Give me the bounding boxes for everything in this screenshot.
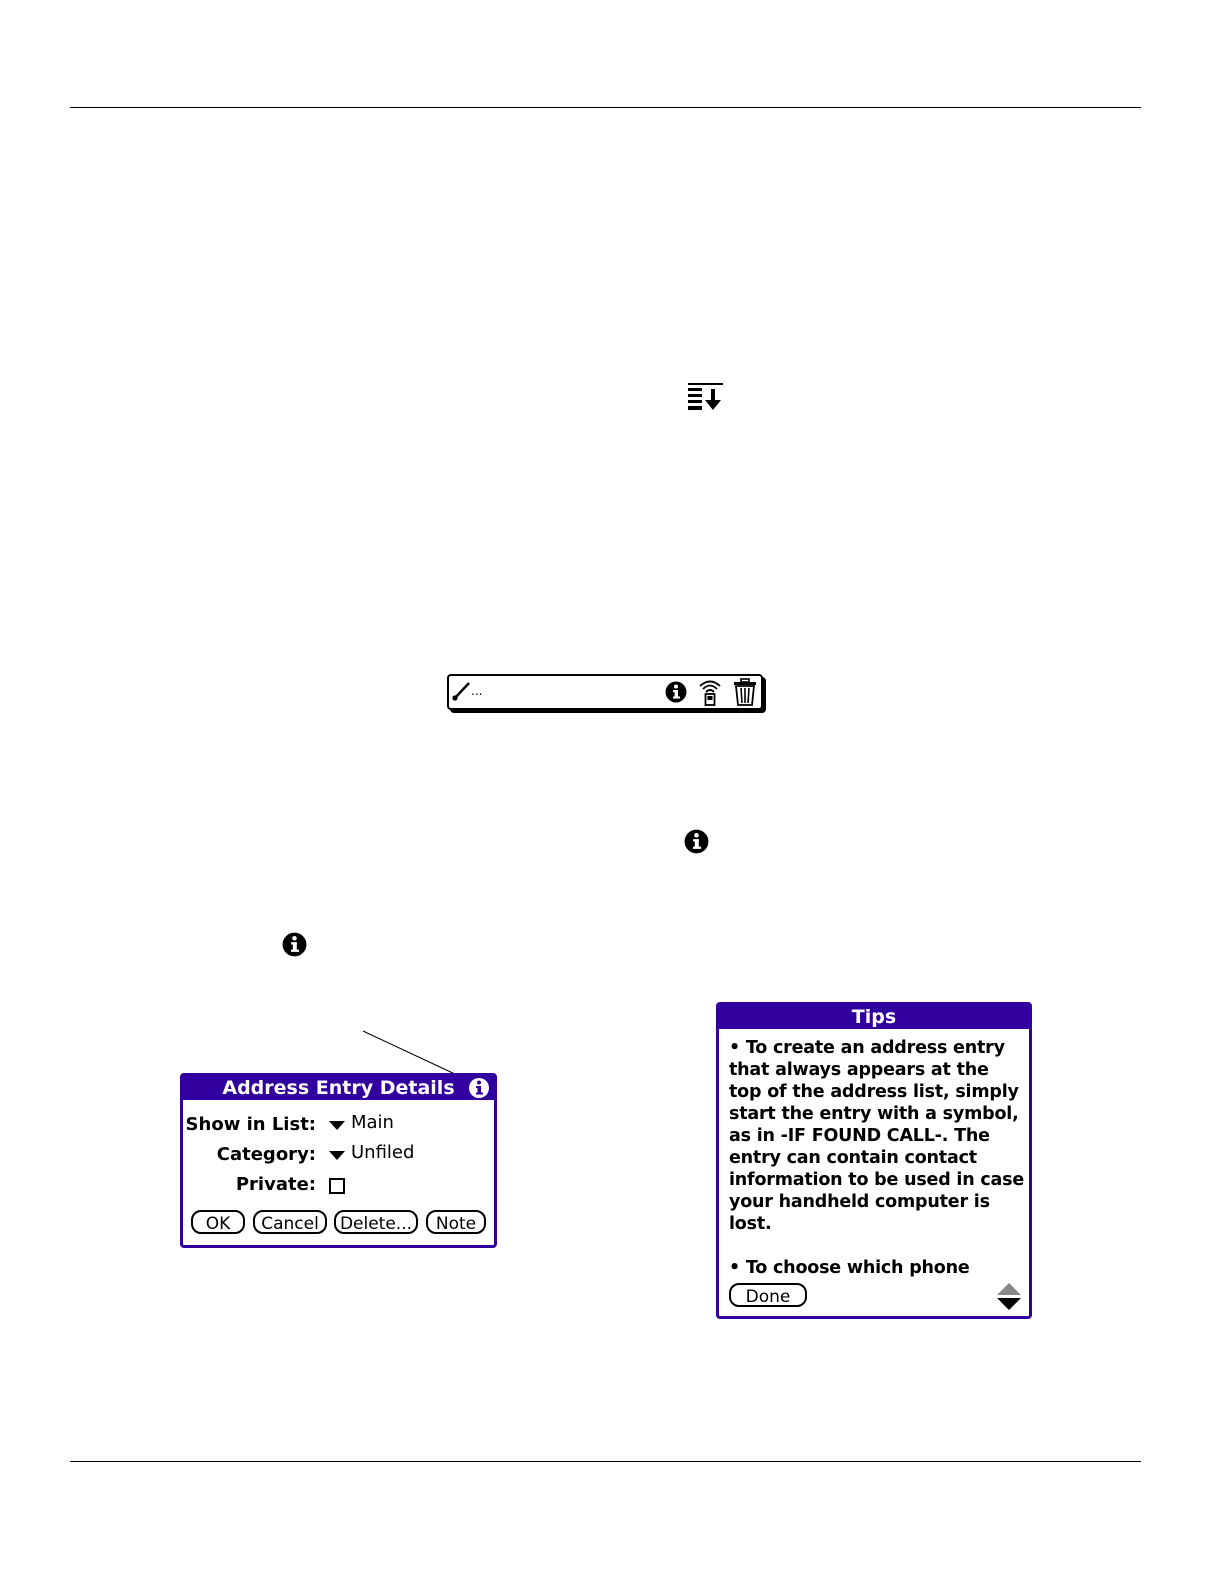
category-value[interactable]: Unfiled: [351, 1142, 415, 1163]
tips-body: [729, 1037, 1025, 1279]
ok-button[interactable]: OK: [191, 1210, 245, 1234]
delete-button[interactable]: Delete...: [334, 1210, 418, 1234]
info-icon[interactable]: [468, 1077, 490, 1099]
command-toolbar: [447, 674, 763, 710]
address-entry-details-dialog: [180, 1073, 497, 1248]
beam-icon[interactable]: [697, 678, 723, 706]
done-button[interactable]: Done: [729, 1283, 807, 1307]
cancel-button[interactable]: Cancel: [253, 1210, 327, 1234]
toolbar-ellipsis: ...: [471, 684, 483, 698]
trash-icon[interactable]: [733, 678, 757, 706]
dialog-title: Address Entry Details: [222, 1077, 455, 1099]
tips-dialog: [716, 1002, 1032, 1319]
private-checkbox[interactable]: [329, 1178, 345, 1194]
callout-line: [360, 1029, 460, 1079]
show-in-list-value[interactable]: Main: [351, 1112, 394, 1133]
tips-paragraph: • To choose which phone: [729, 1258, 970, 1278]
menu-list-icon: [688, 383, 724, 411]
dialog-titlebar: [183, 1076, 494, 1100]
dialog-titlebar: [719, 1005, 1029, 1029]
tips-paragraph: • To create an address entry that always appears at the top of the address list, simply start the entry with a symbol, as in -IF FOUND CALL-. The entry can contain contact information to be used in case your handheld computer is lost.: [729, 1038, 1025, 1234]
dropdown-arrow-icon[interactable]: [329, 1121, 345, 1130]
scroll-arrows-icon[interactable]: [997, 1283, 1021, 1311]
show-in-list-label: Show in List:: [185, 1114, 316, 1135]
private-label: Private:: [235, 1174, 316, 1195]
info-icon: [282, 932, 307, 957]
footer-rule: [70, 1461, 1141, 1462]
category-label: Category:: [216, 1144, 316, 1165]
note-button[interactable]: Note: [426, 1210, 486, 1234]
dialog-title: Tips: [851, 1006, 897, 1028]
pen-stroke-icon: [451, 680, 473, 702]
dropdown-arrow-icon[interactable]: [329, 1151, 345, 1160]
header-rule: [70, 107, 1141, 108]
info-icon: [684, 829, 709, 854]
info-icon[interactable]: [665, 681, 687, 703]
